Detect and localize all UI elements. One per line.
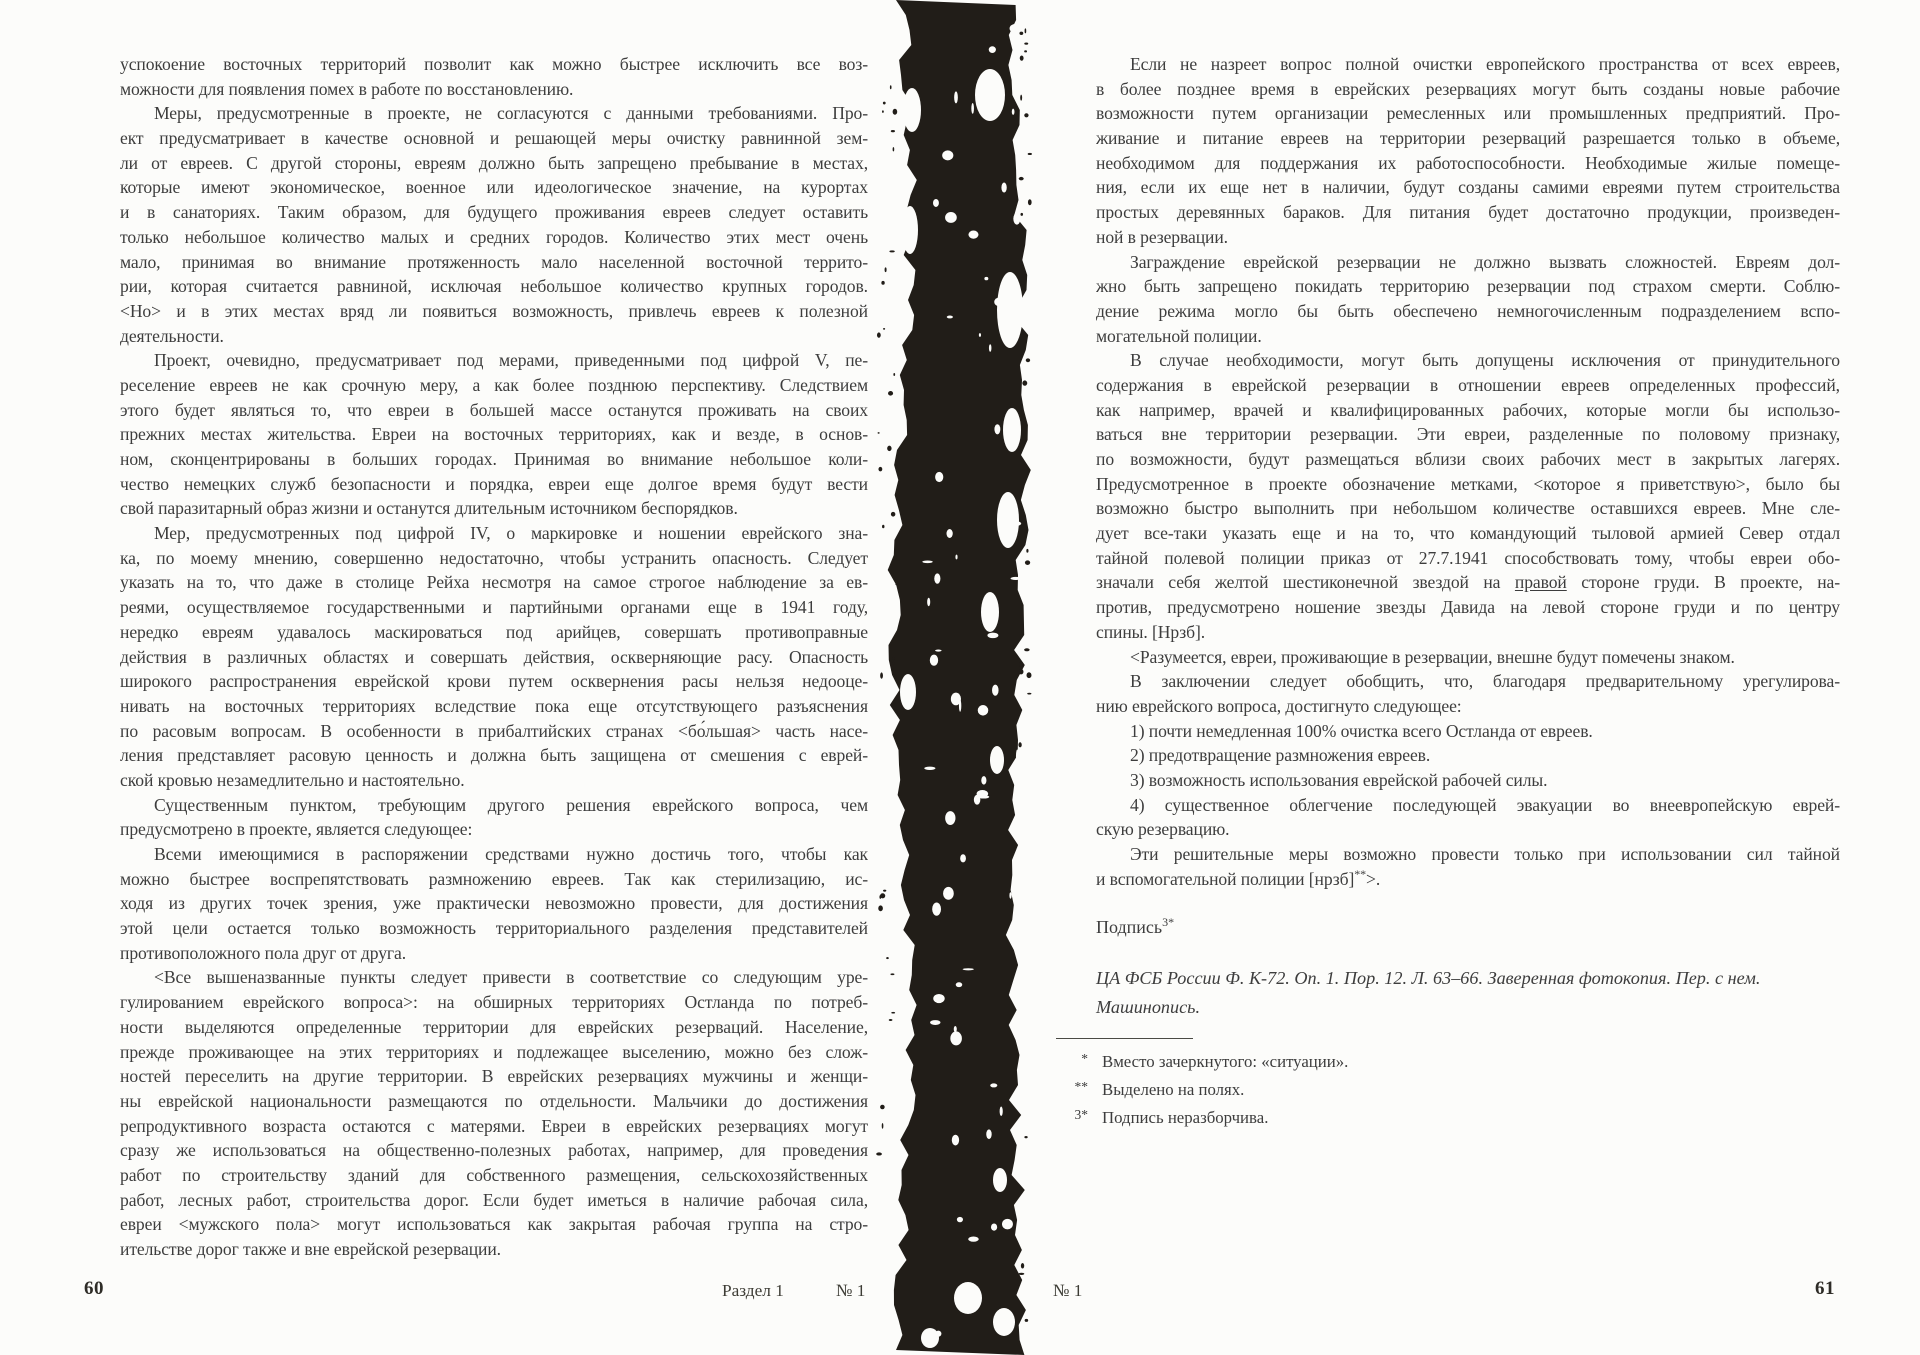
paragraph [120,52,868,101]
footer-doc-number-right: № 1 [1053,1281,1083,1300]
paragraph [120,101,868,348]
text-line: <Но> и в этих местах вряд ли появиться возможность, привлечь евреев к полезной [120,300,868,321]
citation-line: Машинопись. [1096,997,1201,1018]
text-segment: >. [1366,868,1381,889]
text-segment: стороне груди. В проекте, на- [1566,572,1840,593]
text-line: скую резервацию. [1096,819,1230,840]
text-line: 2) предотвращение размножения евреев. [1130,745,1431,766]
text-line: Существенным пунктом, требующим другого решения еврейского вопроса, чем [154,794,868,815]
citation-line: ЦА ФСБ России Ф. К-72. Оп. 1. Пор. 12. Л. 63–66. Заверенная фотокопия. Пер. с нем. [1096,968,1761,989]
text-line: реселение евреев не как срочную меру, а как более позднюю перспективу. Следствием [120,374,868,395]
text-line: дение режима могло бы быть обеспечено немногочисленным подразделением вспо- [1096,300,1840,321]
text-line: ления представляет расовую ценность и должна быть защищена от смешения с еврей- [120,745,868,766]
text-line: Если не назреет вопрос полной очистки европейского пространства от всех евреев, [1130,54,1840,74]
footer-doc-number-left: № 1 [836,1281,866,1300]
text-line [1096,570,1840,595]
text-line: работ, лесных работ, строительства дорог. Если будет иметься в наличие рабочая сила, [120,1189,868,1210]
text-line: Предусмотренное в проекте обозначение метками, <которое я приветствую>, было бы [1096,473,1840,494]
text-line: простых деревянных бараков. Для питания будет достаточно продукции, произведен- [1096,202,1840,223]
text-line: ли от евреев. С другой стороны, евреям должно быть запрещено пребывание в местах, [120,152,868,173]
left-page-text [120,52,868,1262]
paragraph [1096,669,1840,718]
footer-section-label: Раздел 1 [722,1281,784,1300]
text-line: которые имеют экономическое, военное или идеологическое значение, на курортах [120,177,868,198]
text-line: прежних местах жительства. Евреи на восточных территориях, как и везде, в основ- [120,424,868,445]
left-page-number: 60 [84,1278,104,1299]
text-line: предусмотрено в проекте, является следующее: [120,819,473,840]
text-line: ской кровью незамедлительно и настоятельно. [120,769,465,790]
paragraph [1096,52,1840,250]
paragraph [1096,250,1840,349]
text-line: ностей переселить на другие территории. В еврейских резервациях мужчины и женщи- [120,1066,868,1087]
text-line: гулированием еврейского вопроса>: на обширных территориях Остланда по потреб- [120,992,868,1013]
text-line: нивать на восточных территориях вследствие пока еще отсутствующего разъяснения [120,695,868,716]
text-line: 4) существенное облегчение последующей эвакуации во внеевропейскую еврей- [1130,794,1840,815]
text-line: 3) возможность использования еврейской рабочей силы. [1130,769,1548,790]
paragraph [1096,645,1840,670]
text-line: Проект, очевидно, предусматривает под мерами, приведенными под цифрой V, пе- [154,350,868,371]
signature-word: Подпись [1096,917,1163,938]
footnote-block [1056,1048,1840,1132]
text-line [1096,867,1840,892]
text-line: ка, по моему мнению, совершенно недостаточно, чтобы устранить опасность. Следует [120,547,868,568]
footnote-text: Вместо зачеркнутого: «ситуации». [1102,1052,1349,1072]
footnote-marker: 3* [1074,1107,1088,1123]
text-line: широкого распространения еврейской крови путем осквернения расы нельзя недооце- [120,671,868,692]
paragraph [1096,793,1840,842]
text-segment: и вспомогательной полиции [нрзб] [1096,868,1355,889]
text-line: сразу же использоваться на общественно-полезных работах, например, для проведения [120,1140,868,1161]
archive-citation [1096,964,1840,1022]
footnote-row [1056,1048,1840,1076]
text-line: против, предусмотрено ношение звезды Давида на левой стороне груди и по центру [1096,597,1840,618]
text-line: нию еврейского вопроса, достигнуто следующее: [1096,695,1462,716]
text-line: ном, сконцентрированы в больших городах. Принимая во внимание небольшое коли- [120,449,868,469]
text-line: в более позднее время в еврейских резервациях могут быть созданы новые рабочие [1096,78,1840,99]
text-line: Всеми имеющимися в распоряжении средствами нужно достичь того, чтобы как [154,844,868,864]
paragraph [1096,719,1840,744]
paragraph [120,842,868,965]
text-line: мало, принимая во внимание протяженность мало населенной восточной террито- [120,251,868,272]
text-line: живание и питание евреев на территории резерваций разрешается только в объеме, [1096,128,1840,149]
text-line: возможно быстро выполнить при небольшом количестве оставшихся евреев. Мне сле- [1096,498,1840,519]
scan-gutter-band [872,0,1032,1355]
footnote-row [1056,1104,1840,1132]
text-line: ительстве дорог также и вне еврейской резервации. [120,1239,501,1259]
text-segment: значали себя желтой шестиконечной звездой на [1096,572,1515,593]
text-line: успокоение восточных территорий позволит как можно быстрее исключить все воз- [120,54,868,74]
text-line: можно быстрее воспрепятствовать размножению евреев. Так как стерилизацию, ис- [120,868,868,889]
text-line: этой цели остается только возможность территориального разделения представителей [120,918,868,939]
text-line: Эти решительные меры возможно провести только при использовании сил тайной [1130,844,1840,864]
text-line: прежде проживающее на этих территориях и подлежащее выселению, можно без слож- [120,1041,868,1062]
text-line: противоположного пола друг от друга. [120,942,407,963]
text-line: рии, которая считается равниной, исключая небольшое количество крупных городов. [120,276,868,297]
paragraph [120,348,868,521]
text-line: могательной полиции. [1096,325,1262,346]
signature-footnote-marker: 3* [1162,915,1175,930]
text-line: Мер, предусмотренных под цифрой IV, о маркировке и ношении еврейского зна- [154,523,868,544]
paragraph [120,521,868,793]
text-line: этого будет являться то, что евреи в большей массе останутся проживать на своих [120,399,868,420]
paragraph [1096,743,1840,768]
paragraph [1096,348,1840,644]
text-line: <Разумеется, евреи, проживающие в резервации, внешне будут помечены знаком. [1130,646,1735,667]
text-line: <Все вышеназванные пункты следует привести в соответствие со следующим уре- [154,967,868,988]
text-line: тайной полевой полиции приказ от 27.7.1941 способствовать тому, чтобы евреи обо- [1096,547,1840,568]
paragraph [1096,768,1840,793]
text-line: ны еврейской национальности размещаются по отдельности. Мальчики до достижения [120,1090,868,1111]
footnote-marker: ** [1074,1079,1088,1095]
footnote-separator [1056,1038,1193,1039]
footnote-marker: * [1081,1051,1088,1067]
footnote-text: Выделено на полях. [1102,1080,1245,1100]
text-line: по расовым вопросам. В особенности в прибалтийских странах <бо́льшая> часть насе- [120,720,868,741]
text-line: деятельности. [120,325,224,346]
text-line: работ по строительству зданий для собственного размещения, сельскохозяйственных [120,1164,868,1185]
text-line: по возможности, будут размещаться вблизи своих рабочих мест в закрытых лагерях. [1096,449,1840,469]
text-line: указать на то, что даже в столице Рейха несмотря на самое строгое наблюдение за ев- [120,572,868,593]
text-line: чество немецких служб безопасности и порядка, евреи еще долгое время будут вести [120,473,868,494]
text-line: действия в различных областях и совершать действия, оскверняющие расу. Опасность [120,646,868,667]
text-line: можности для появления помех в работе по восстановлению. [120,78,574,99]
text-line: ности выделяются определенные территории для еврейских резерваций. Население, [120,1016,868,1037]
text-line: свой паразитарный образ жизни и останутся длительным источником беспорядков. [120,498,738,519]
text-line: необходимом для поддержания их работоспособности. Необходимые жилые помеще- [1096,152,1840,173]
text-line: В случае необходимости, могут быть допущены исключения от принудительного [1130,350,1840,371]
text-line: нередко евреям удавалось маскироваться под арийцев, совершать противоправные [120,621,868,642]
text-line: дует все-таки указать еще и на то, что командующий тыловой армией Север отдал [1096,523,1840,544]
text-line: содержания в еврейской резервации в отношении евреев определенных профессий, [1096,374,1840,395]
text-line: только небольшое количество малых и средних городов. Количество этих мест очень [120,226,868,247]
text-line: 1) почти немедленная 100% очистка всего Остланда от евреев. [1130,720,1593,741]
text-line: евреи <мужского пола> могут использоваться как закрытая рабочая группа на стро- [120,1214,868,1235]
text-line: жно быть запрещено покидать территорию резервации под страхом смерти. Соблю- [1096,276,1840,297]
text-line: ваться вне территории резервации. Эти евреи, разделенные по половому признаку, [1096,424,1840,445]
text-line: как например, врачей и квалифицированных рабочих, которые могли бы использо- [1096,399,1840,420]
text-line: ния, если их еще нет в наличии, будут созданы самими евреями путем строительства [1096,177,1840,198]
paragraph [1096,842,1840,891]
text-line: В заключении следует обобщить, что, благодаря предварительному урегулирова- [1130,671,1840,692]
text-line: ной в резервации. [1096,226,1228,247]
text-line: ект предусматривает в качестве основной и решающей меры очистку равнинной зем- [120,128,868,149]
text-line: и в санаториях. Таким образом, для будущего проживания евреев следует оставить [120,202,868,223]
underlined-word: правой [1514,572,1567,593]
footnote-text: Подпись неразборчива. [1102,1108,1269,1128]
text-line: возможности путем организации ремесленных или промышленных предприятий. Про- [1096,103,1840,124]
right-page-number: 61 [1815,1278,1835,1299]
footnote-marker: ** [1354,866,1367,881]
text-line: ходя из других точек зрения, уже практически невозможно провести, для достижения [120,893,868,914]
text-line: репродуктивного возраста остаются с матерями. Евреи в еврейских резервациях могут [120,1115,868,1136]
signature-line [1096,917,1840,938]
paragraph [120,965,868,1261]
text-line: реями, осуществляемое государственными и партийными органами еще в 1941 году, [120,597,868,618]
text-line: спины. [Нрзб]. [1096,621,1206,642]
text-line: Заграждение еврейской резервации не должно вызвать сложностей. Евреям дол- [1130,251,1840,272]
paragraph [120,793,868,842]
right-page-body [1096,52,1840,891]
footnote-row [1056,1076,1840,1104]
text-line: Меры, предусмотренные в проекте, не согласуются с данными требованиями. Про- [154,103,868,124]
right-page-text [1074,52,1840,1132]
